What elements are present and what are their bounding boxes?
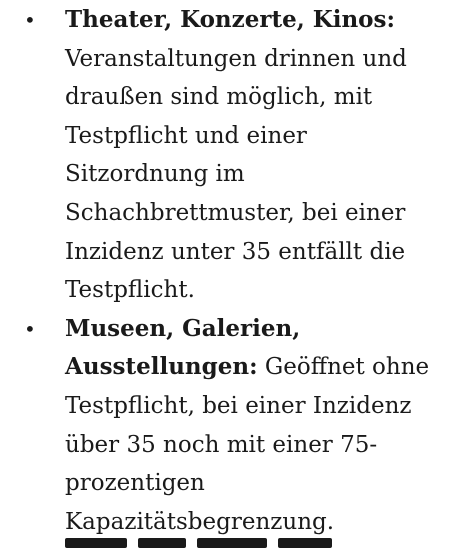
item-title: Theater, Konzerte, Kinos: [65, 6, 395, 33]
text-fragment [138, 538, 186, 548]
list-item-museen [0, 310, 473, 542]
cut-off-next-line [65, 538, 365, 552]
text-fragment [65, 538, 127, 548]
list-item-theater [0, 1, 473, 310]
bullet-icon: • [24, 316, 36, 341]
item-title: Museen, Galerien, Ausstellungen: [65, 314, 301, 381]
bullet-icon: • [24, 8, 36, 32]
item-text: Veranstaltungen drinnen und draußen sind möglich, mit Testpflicht und einer Sitzordnung im Schachbrettmuster, bei einer Inzidenz unter 35 entfällt die Testpflicht. [65, 45, 407, 304]
text-fragment [278, 538, 332, 548]
text-fragment [197, 538, 267, 548]
item-text: Geöffnet ohne Testpflicht, bei einer Inzidenz über 35 noch mit einer 75-prozentigen Kapazitätsbegrenzung. [65, 354, 430, 535]
regulations-list [0, 1, 473, 541]
